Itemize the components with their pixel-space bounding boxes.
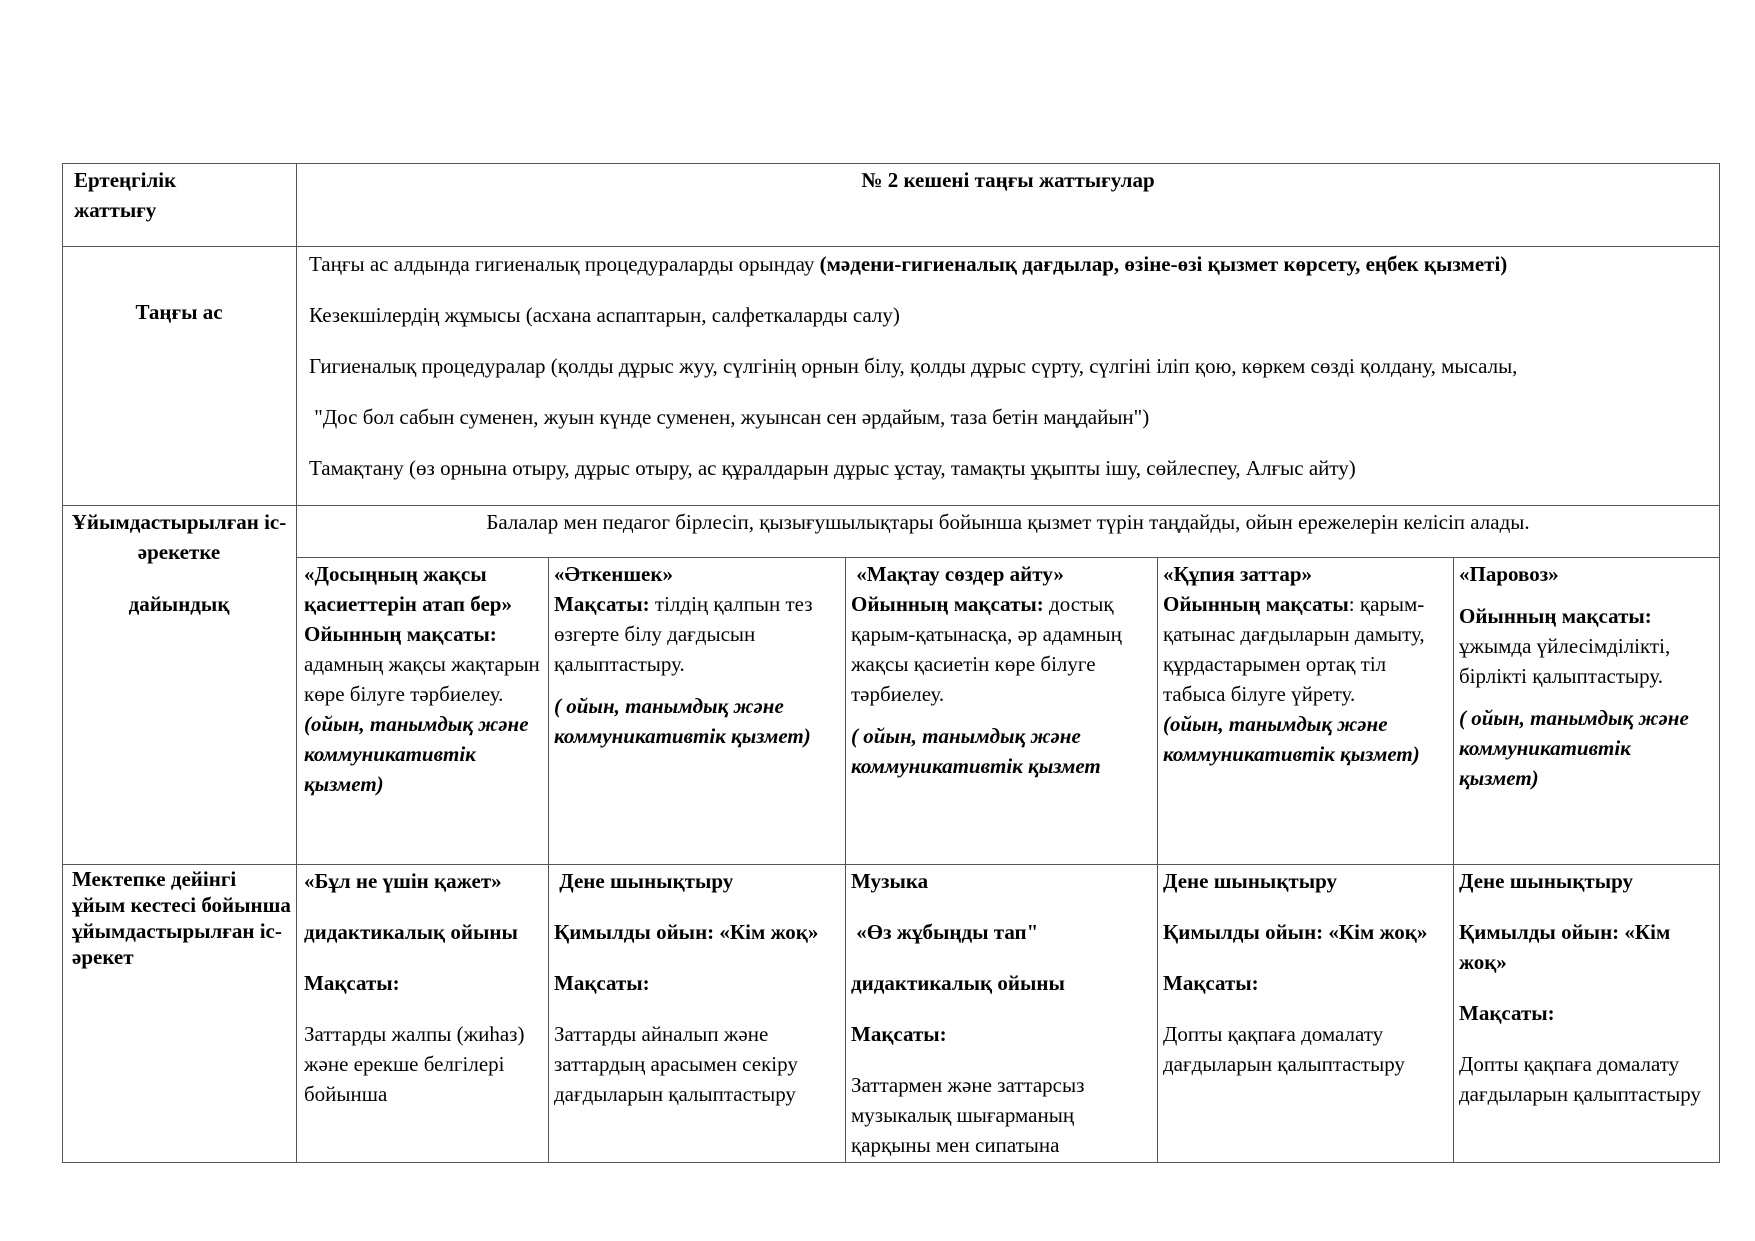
game-title: «Досыңның жақсы қасиеттерін атап бер» [304, 562, 512, 616]
breakfast-line-4: "Дос бол сабын суменен, жуын күнде суменен, жуынсан сен әрдайым, таза бетін маңдайын") [309, 405, 1150, 429]
preparation-label: Ұйымдастырылған іс-әрекетке дайындық [71, 510, 287, 616]
column-divider [296, 163, 297, 1163]
activity-goal-label: Мақсаты: [554, 971, 650, 995]
row-divider [62, 864, 1720, 865]
breakfast-line-2: Кезекшілердің жұмысы (асхана аспаптарын, салфеткаларды салу) [309, 303, 900, 327]
activity-goal-label: Мақсаты: [304, 971, 400, 995]
activity-goal-label: Мақсаты: [851, 1022, 947, 1046]
activity-title: Дене шынықтыру [1163, 869, 1338, 893]
game-card [304, 559, 544, 799]
game-title: «Мақтау сөздер айту» [851, 562, 1064, 586]
game-type: (ойын, танымдық және коммуникативтік қызмет) [1163, 712, 1420, 766]
activity-goal: Заттармен және заттарсыз музыкалық шығарманың қарқыны мен сипатына [851, 1073, 1085, 1157]
column-divider [548, 557, 549, 1163]
game-goal: Мақсаты: тілдің қалпын тез өзгерте білу дағдысын қалыптастыру. [554, 592, 813, 676]
activity-goal: Допты қақпаға домалату дағдыларын қалыптастыру [1163, 1022, 1405, 1076]
breakfast-content [309, 247, 1714, 483]
game-goal: Ойынның мақсаты: ұжымда үйлесімділікті, бірлікті қалыптастыру. [1459, 604, 1671, 688]
schedule-activity [1163, 866, 1449, 1079]
breakfast-line-3: Гигиеналық процедуралар (қолды дұрыс жуу, сүлгінің орнын білу, қолды дұрыс сүрту, сүлгіні іліп қою, көркем сөзді қолдану, мысалы, [309, 354, 1518, 378]
game-goal: Ойынның мақсаты: адамның жақсы жақтарын көре білуге тәрбиелеу. (ойын, танымдық және коммуникативтік қызмет) [304, 622, 540, 796]
game-title: «Паровоз» [1459, 562, 1559, 586]
preparation-intro: Балалар мен педагог бірлесіп, қызығушылықтары бойынша қызмет түрін таңдайды, ойын ережелерін келісіп алады. [486, 510, 1530, 534]
activity-subtitle: «Өз жұбыңды тап" [851, 920, 1039, 944]
table-border-right [1719, 163, 1720, 1163]
activity-subtitle-2: дидактикалық ойыны [851, 971, 1065, 995]
schedule-activity [851, 866, 1153, 1161]
game-card [554, 559, 842, 751]
activity-goal: Заттарды жалпы (жиһаз) және ерекше белгілері бойынша [304, 1022, 525, 1106]
schedule-activity [554, 866, 842, 1109]
column-divider [1157, 557, 1158, 1163]
breakfast-line-5: Тамақтану (өз орнына отыру, дұрыс отыру, ас құралдарын дұрыс ұстау, тамақты ұқыпты ішу, сөйлеспеу, Алғыс айту) [309, 456, 1356, 480]
game-type: ( ойын, танымдық және коммуникативтік қызмет) [1459, 706, 1689, 790]
schedule-label: Мектепке дейінгі ұйым кестесі бойынша ұйымдастырылған іс-әрекет [72, 867, 291, 969]
activity-subtitle: дидактикалық ойыны [304, 920, 518, 944]
schedule-activity [304, 866, 544, 1109]
schedule-activity [1459, 866, 1715, 1109]
game-title: «Әткеншек» [554, 562, 673, 586]
activity-goal-label: Мақсаты: [1459, 1001, 1555, 1025]
activity-title: Дене шынықтыру [554, 869, 734, 893]
game-title: «Құпия заттар» [1163, 562, 1312, 586]
table-border-bottom [62, 1162, 1720, 1163]
activity-subtitle: Қимылды ойын: «Кім жоқ» [1163, 920, 1428, 944]
morning-exercise-content: № 2 кешені таңғы жаттығулар [861, 168, 1155, 192]
morning-exercise-label: Ертеңгілік жаттығу [74, 168, 177, 222]
table-border-left [62, 163, 63, 1163]
game-card [1163, 559, 1449, 769]
game-type: ( ойын, танымдық және коммуникативтік қызмет [851, 724, 1101, 778]
activity-title: Музыка [851, 869, 929, 893]
activity-goal: Допты қақпаға домалату дағдыларын қалыптастыру [1459, 1052, 1701, 1106]
game-type: ( ойын, танымдық және коммуникативтік қызмет) [554, 694, 811, 748]
activity-goal-label: Мақсаты: [1163, 971, 1259, 995]
breakfast-label: Таңғы ас [135, 300, 223, 324]
game-card [851, 559, 1153, 781]
row-divider [296, 557, 1720, 558]
activity-subtitle: Қимылды ойын: «Кім жоқ» [1459, 920, 1671, 974]
game-goal: Ойынның мақсаты: достық қарым-қатынасқа, әр адамның жақсы қасиетін көре білуге тәрбиелеу. [851, 592, 1122, 706]
game-card [1459, 559, 1715, 793]
activity-title: «Бұл не үшін қажет» [304, 869, 502, 893]
column-divider [1453, 557, 1454, 1163]
breakfast-line-1: Таңғы ас алдында гигиеналық процедураларды орындау (мәдени-гигиеналық дағдылар, өзіне-өзі қызмет көрсету, еңбек қызметі) [309, 252, 1508, 276]
plan-table [62, 163, 1720, 1163]
activity-title: Дене шынықтыру [1459, 869, 1634, 893]
column-divider [845, 557, 846, 1163]
activity-goal: Заттарды айналып және заттардың арасымен секіру дағдыларын қалыптастыру [554, 1022, 798, 1106]
table-border-top [62, 163, 1720, 164]
game-goal: Ойынның мақсаты: қарым-қатынас дағдыларын дамыту, құрдастарымен ортақ тіл табыса білуге үйрету. [1163, 592, 1425, 706]
activity-subtitle: Қимылды ойын: «Кім жоқ» [554, 920, 819, 944]
